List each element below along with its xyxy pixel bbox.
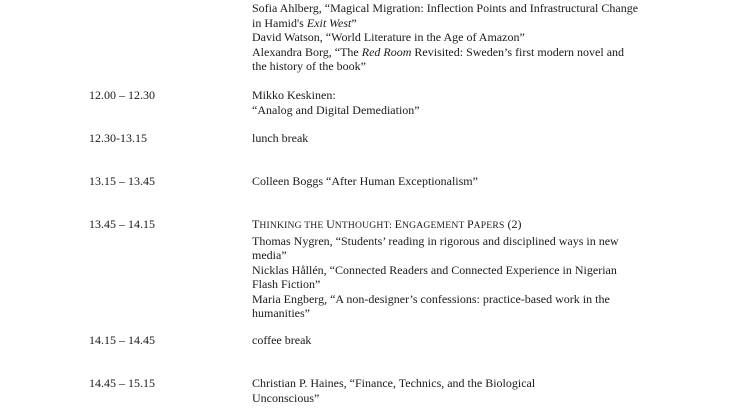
book-title: Red Room xyxy=(361,44,412,59)
session-time: 12.30-13.15 xyxy=(89,131,147,145)
session-content xyxy=(252,333,672,348)
break-line: lunch break xyxy=(252,131,309,145)
book-title: Exit West xyxy=(306,15,352,30)
talk-line: David Watson, “World Literature in the Age of Amazon” xyxy=(252,30,525,44)
session-content xyxy=(252,131,672,146)
session-content xyxy=(252,217,672,321)
talk-line: Sofia Ahlberg, “Magical Migration: Inflection Points and Infrastructural Change xyxy=(252,1,639,15)
talk-line: Mikko Keskinen: xyxy=(252,88,336,102)
session-content xyxy=(252,88,672,117)
talk-line: Thomas Nygren, “Students’ reading in rigorous and disciplined ways in new xyxy=(252,233,619,248)
session-heading: THINKING THE UNTHOUGHT: ENGAGEMENT PAPERS (2) xyxy=(252,217,522,231)
talk-line: Christian P. Haines, “Finance, Technics, and the Biological xyxy=(252,376,536,390)
talk-line: in Hamid's Exit West” xyxy=(252,15,357,30)
talk-line: Colleen Boggs “After Human Exceptionalism” xyxy=(252,174,478,188)
session-content xyxy=(252,1,672,74)
talk-line: Maria Engberg, “A non-designer’s confessions: practice-based work in the xyxy=(252,291,610,306)
talk-line: humanities” xyxy=(252,306,310,320)
session-time: 14.45 – 15.15 xyxy=(89,376,155,390)
talk-line: media” xyxy=(252,248,287,262)
session-time: 13.45 – 14.15 xyxy=(89,217,155,231)
session-content xyxy=(252,174,672,189)
talk-line: the history of the book” xyxy=(252,59,366,73)
session-content xyxy=(252,376,672,405)
session-time: 12.00 – 12.30 xyxy=(89,88,155,102)
talk-line: Unconscious” xyxy=(252,390,320,405)
session-time: 13.15 – 13.45 xyxy=(89,174,155,188)
talk-line: “Analog and Digital Demediation” xyxy=(252,102,420,117)
talk-line: Nicklas Hållén, “Connected Readers and Connected Experience in Nigerian xyxy=(252,262,617,277)
talk-line: Flash Fiction” xyxy=(252,277,321,291)
talk-line: Alexandra Borg, “The Red Room Revisited: Sweden’s first modern novel and xyxy=(252,44,625,59)
session-time: 14.15 – 14.45 xyxy=(89,333,155,347)
break-line: coffee break xyxy=(252,333,312,347)
